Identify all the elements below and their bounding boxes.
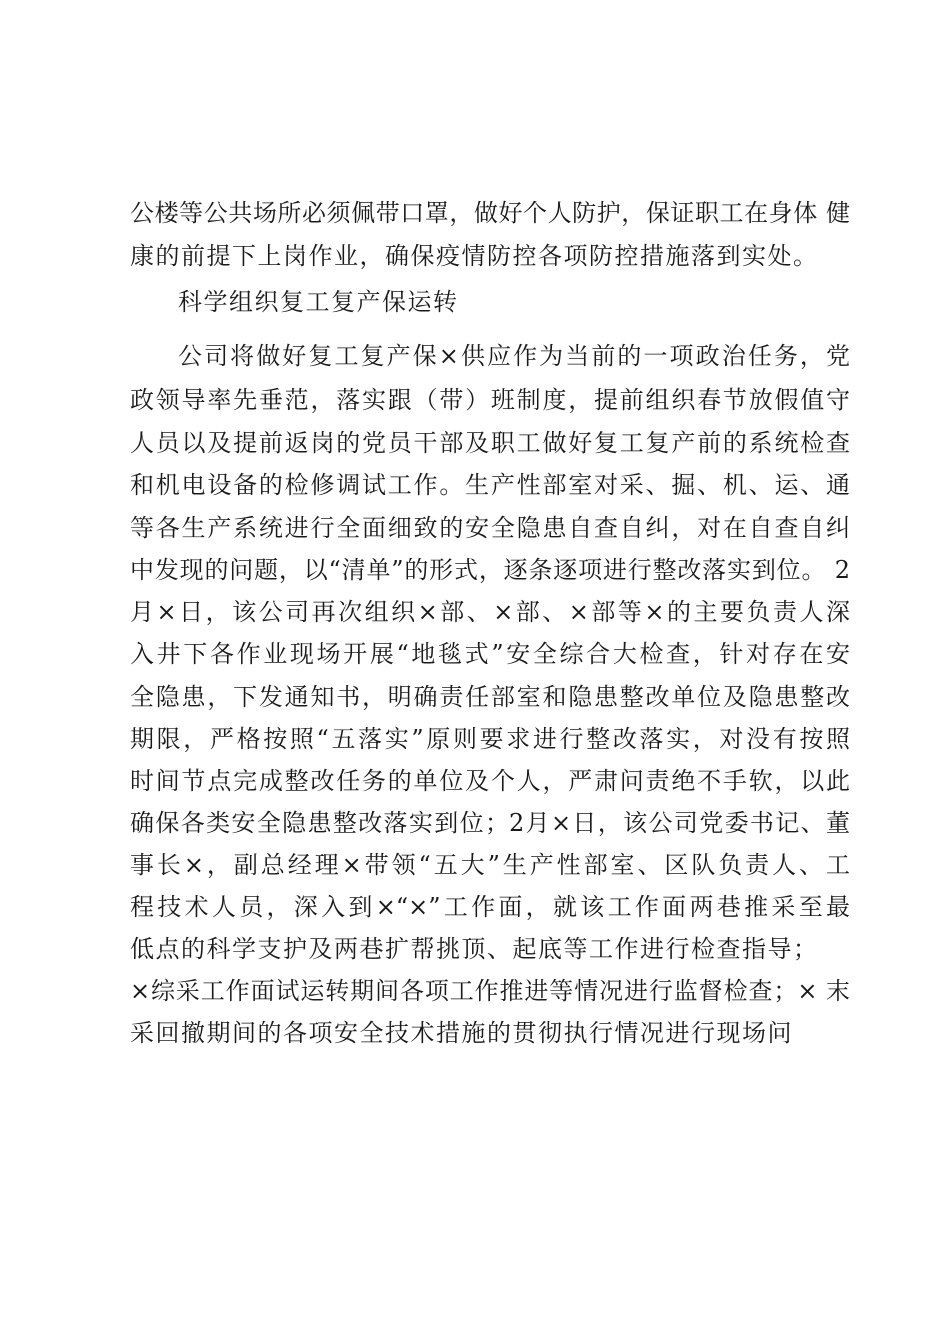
text-line: 程技术人员，深入到×“×”工作面，就该工作面两巷推采至最 xyxy=(130,893,850,921)
section-heading: 科学组织复工复产保运转 xyxy=(178,288,459,316)
text-line: 全隐患，下发通知书，明确责任部室和隐患整改单位及隐患整改 xyxy=(130,683,850,711)
text-line: 公司将做好复工复产保×供应作为当前的一项政治任务，党 xyxy=(178,342,850,370)
text-line: 采回撤期间的各项安全技术措施的贯彻执行情况进行现场问 xyxy=(130,1019,793,1047)
text-line: 康的前提下上岗作业，确保疫情防控各项防控措施落到实处。 xyxy=(130,242,819,270)
text-line: 时间节点完成整改任务的单位及个人，严肃问责绝不手软，以此 xyxy=(130,767,850,795)
text-line: 期限，严格按照“五落实”原则要求进行整改落实，对没有按照 xyxy=(130,725,850,753)
text-line: 和机电设备的检修调试工作。生产性部室对采、掘、机、运、通 xyxy=(130,471,850,499)
text-line: 政领导率先垂范，落实跟（带）班制度，提前组织春节放假值守 xyxy=(130,386,850,414)
text-line: 低点的科学支护及两巷扩帮挑顶、起底等工作进行检查指导； xyxy=(130,935,819,963)
text-line: 公楼等公共场所必须佩带口罩，做好个人防护，保证职工在身体 健 xyxy=(130,199,850,227)
text-line: 等各生产系统进行全面细致的安全隐患自查自纠，对在自查自纠 xyxy=(130,514,850,542)
text-line: 事长×，副总经理×带领“五大”生产性部室、区队负责人、工 xyxy=(130,851,850,879)
text-line: 中发现的问题，以“清单”的形式，逐条逐项进行整改落实到位。 2 xyxy=(130,556,850,584)
text-line: 确保各类安全隐患整改落实到位；2月×日，该公司党委书记、董 xyxy=(130,809,850,837)
text-line: 月×日，该公司再次组织×部、×部、×部等×的主要负责人深 xyxy=(130,598,850,626)
text-line: 入井下各作业现场开展“地毯式”安全综合大检查，针对存在安 xyxy=(130,640,850,668)
text-line: 人员以及提前返岗的党员干部及职工做好复工复产前的系统检查 xyxy=(130,429,850,457)
text-line: ×综采工作面试运转期间各项工作推进等情况进行监督检查；× 末 xyxy=(130,977,850,1005)
